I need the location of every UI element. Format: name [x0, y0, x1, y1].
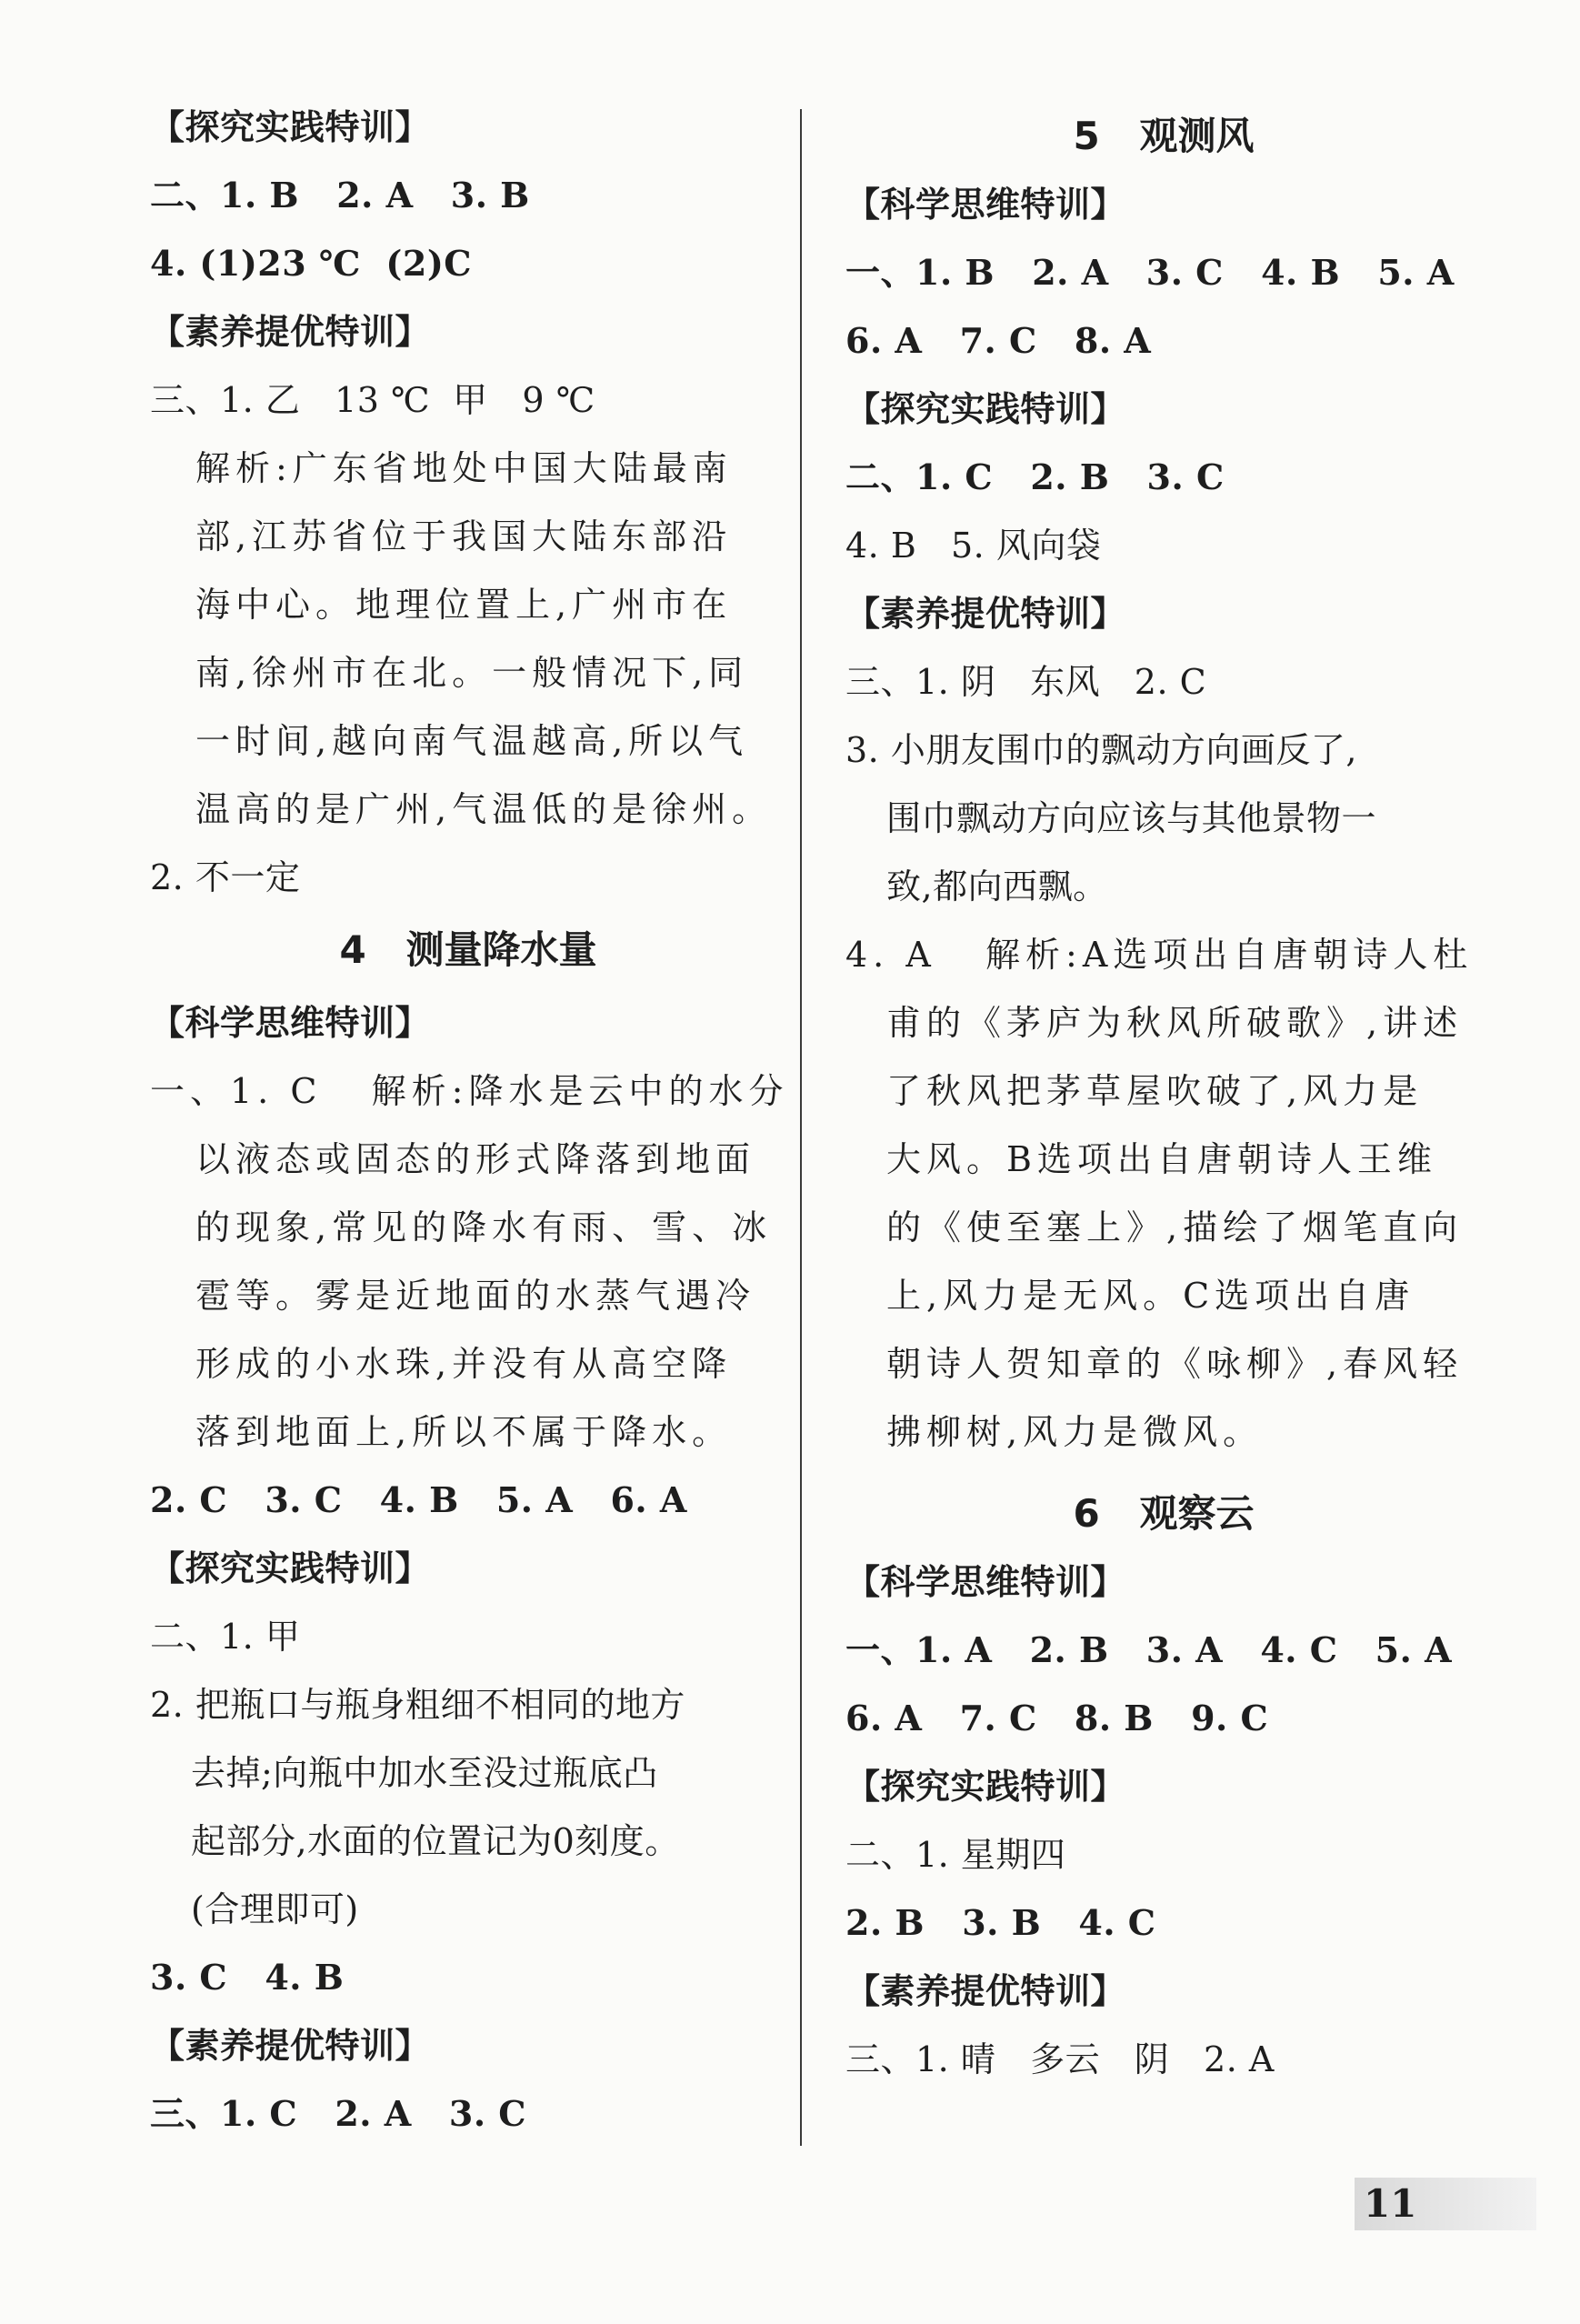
- answer-line: 落到地面上,所以不属于降水。: [195, 1412, 733, 1452]
- answer-line: 甫的《茅庐为秋风所破歌》,讲述: [886, 1003, 1464, 1043]
- column-divider: [800, 109, 802, 2146]
- answer-line: 的现象,常见的降水有雨、雪、冰: [195, 1207, 773, 1247]
- section-heading: 【科学思维特训】: [150, 1003, 431, 1043]
- answer-line: 6. A 7. C 8. A: [845, 320, 1152, 361]
- answer-line: 二、1. 星期四: [845, 1835, 1066, 1875]
- answer-line: 拂柳树,风力是微风。: [886, 1412, 1264, 1452]
- answer-line: 去掉;向瓶中加水至没过瓶底凸: [191, 1753, 658, 1793]
- answer-line: 部,江苏省位于我国大陆东部沿: [195, 516, 733, 556]
- section-heading: 【探究实践特训】: [845, 1767, 1126, 1807]
- answer-line: 6. A 7. C 8. B 9. C: [845, 1698, 1269, 1738]
- section-heading: 【素养提优特训】: [845, 1971, 1126, 2011]
- section-heading: 【科学思维特训】: [845, 185, 1126, 225]
- answer-line: 海中心。地理位置上,广州市在: [195, 585, 733, 625]
- answer-line: 二、1. 甲: [150, 1617, 301, 1657]
- section-heading: 【素养提优特训】: [150, 2026, 431, 2066]
- answer-line: 3. C 4. B: [150, 1957, 345, 1998]
- answer-line: 三、1. 晴 多云 阴 2. A: [845, 2039, 1275, 2079]
- answer-line: 一、1. A 2. B 3. A 4. C 5. A: [845, 1629, 1453, 1670]
- answer-line: 二、1. B 2. A 3. B: [150, 175, 530, 215]
- section-title: 5 观测风: [1073, 114, 1255, 158]
- answer-line: 3. 小朋友围巾的飘动方向画反了,: [845, 730, 1357, 770]
- answer-line: 2. B 3. B 4. C: [845, 1902, 1156, 1943]
- answer-line: 三、1. 阴 东风 2. C: [845, 662, 1207, 702]
- page-number: 11: [1355, 2178, 1536, 2230]
- answer-line: 一、1. B 2. A 3. C 4. B 5. A: [845, 252, 1455, 293]
- answer-line: 4. (1)23 ℃ (2)C: [150, 243, 473, 284]
- answer-line: 上,风力是无风。C选项出自唐: [886, 1276, 1415, 1316]
- section-heading: 【探究实践特训】: [150, 107, 431, 147]
- answer-line: 4. B 5. 风向袋: [845, 526, 1102, 566]
- answer-line: 解析:广东省地处中国大陆最南: [195, 448, 733, 488]
- answer-line: 雹等。雾是近地面的水蒸气遇冷: [195, 1276, 756, 1316]
- answer-line: 朝诗人贺知章的《咏柳》,春风轻: [886, 1344, 1464, 1384]
- answer-line: 形成的小水珠,并没有从高空降: [195, 1344, 733, 1384]
- section-title: 6 观察云: [1073, 1491, 1255, 1536]
- answer-line: 4. A 解析:A选项出自唐朝诗人杜: [845, 935, 1474, 975]
- answer-line: 南,徐州市在北。一般情况下,同: [195, 653, 749, 693]
- answer-line: 大风。B选项出自唐朝诗人王维: [886, 1139, 1437, 1179]
- answer-line: 三、1. 乙 13 ℃ 甲 9 ℃: [150, 380, 595, 420]
- answer-line: 一时间,越向南气温越高,所以气: [195, 721, 749, 761]
- answer-line: 致,都向西飘。: [886, 866, 1108, 907]
- section-title: 4 测量降水量: [339, 927, 597, 972]
- answer-line: 以液态或固态的形式降落到地面: [195, 1139, 756, 1179]
- answer-line: 起部分,水面的位置记为0刻度。: [191, 1821, 680, 1861]
- answer-line: 了秋风把茅草屋吹破了,风力是: [886, 1071, 1424, 1111]
- section-heading: 【素养提优特训】: [150, 312, 431, 352]
- answer-line: 温高的是广州,气温低的是徐州。: [195, 789, 773, 829]
- answer-line: 2. 不一定: [150, 857, 301, 897]
- answer-line: 2. C 3. C 4. B 5. A 6. A: [150, 1479, 687, 1520]
- section-heading: 【科学思维特训】: [845, 1562, 1126, 1602]
- answer-line: 一、1. C 解析:降水是云中的水分: [150, 1071, 789, 1111]
- answer-line: 二、1. C 2. B 3. C: [845, 456, 1225, 497]
- section-heading: 【探究实践特训】: [845, 389, 1126, 429]
- section-heading: 【素养提优特训】: [845, 594, 1126, 634]
- answer-line: 的《使至塞上》,描绘了烟笔直向: [886, 1207, 1464, 1247]
- answer-line: 三、1. C 2. A 3. C: [150, 2093, 527, 2134]
- answer-line: 2. 把瓶口与瓶身粗细不相同的地方: [150, 1685, 685, 1725]
- answer-line: (合理即可): [191, 1889, 359, 1929]
- answer-line: 围巾飘动方向应该与其他景物一: [886, 798, 1377, 838]
- section-heading: 【探究实践特训】: [150, 1548, 431, 1588]
